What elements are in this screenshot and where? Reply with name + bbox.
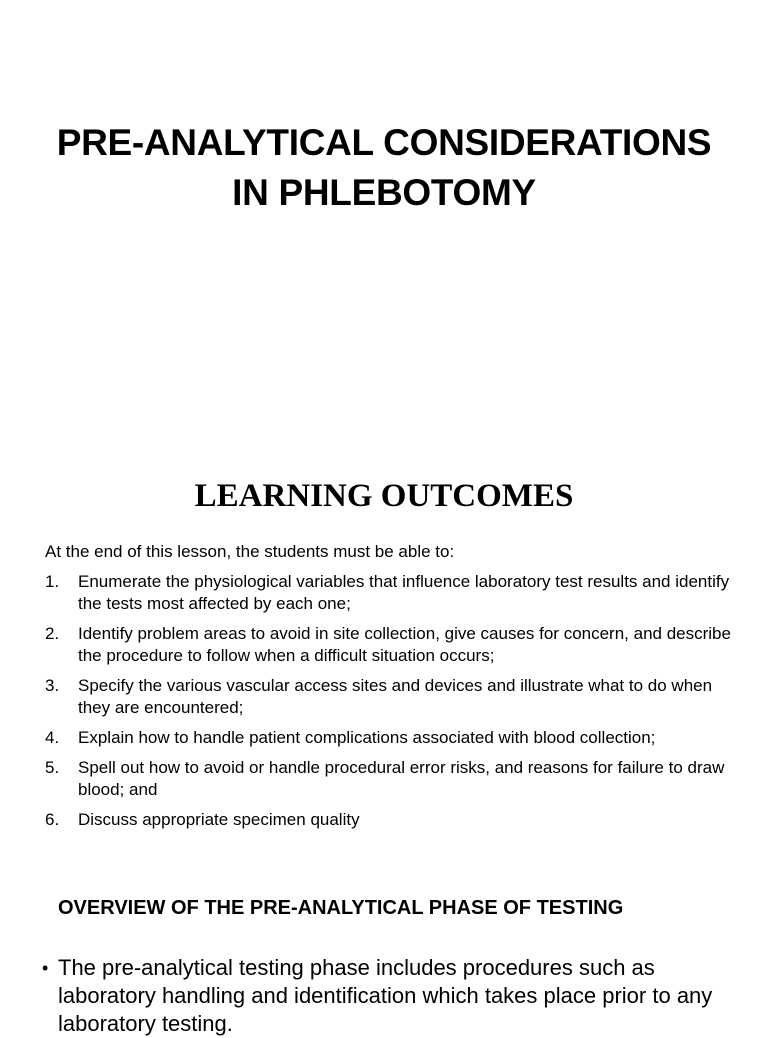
- item-number: 2.: [45, 624, 60, 643]
- item-number: 5.: [45, 758, 60, 777]
- learning-outcomes-intro: At the end of this lesson, the students must be able to:: [45, 542, 455, 561]
- overview-slide: [0, 860, 768, 1036]
- item-number: 6.: [45, 810, 60, 829]
- item-number: 1.: [45, 572, 60, 591]
- item-number: 4.: [45, 728, 60, 747]
- learning-outcomes-slide: [0, 430, 768, 860]
- item-text: Explain how to handle patient complications associated with blood collection;: [78, 728, 656, 747]
- overview-heading: OVERVIEW OF THE PRE-ANALYTICAL PHASE OF TESTING: [58, 897, 624, 919]
- title-slide: [0, 0, 768, 430]
- item-number: 3.: [45, 676, 60, 695]
- list-item: [45, 623, 745, 667]
- bullet-text: The pre-analytical testing phase includes procedures such as laboratory handling and identification which takes place prior to any laboratory testing.: [58, 955, 713, 1036]
- list-item: [45, 675, 745, 719]
- presentation-title: [0, 118, 768, 218]
- item-text: Enumerate the physiological variables that influence laboratory test results and identify the tests most affected by each one;: [78, 572, 730, 613]
- title-line-1: PRE-ANALYTICAL CONSIDERATIONS: [56, 122, 712, 163]
- item-text: Discuss appropriate specimen quality: [78, 810, 360, 829]
- list-item: [45, 571, 745, 615]
- list-item: [45, 809, 745, 831]
- item-text: Spell out how to avoid or handle procedural error risks, and reasons for failure to draw blood; and: [78, 758, 725, 799]
- title-line-2: IN PHLEBOTOMY: [232, 172, 536, 213]
- list-item: [45, 757, 745, 801]
- overview-bullet: [42, 954, 758, 1038]
- learning-outcomes-heading: LEARNING OUTCOMES: [194, 478, 574, 514]
- item-text: Specify the various vascular access sites and devices and illustrate what to do when they are encountered;: [78, 676, 713, 717]
- item-text: Identify problem areas to avoid in site collection, give causes for concern, and describe the procedure to follow when a difficult situation occurs;: [78, 624, 731, 665]
- bullet-icon: •: [42, 958, 49, 978]
- list-item: [45, 727, 745, 749]
- learning-outcomes-list: [45, 571, 745, 839]
